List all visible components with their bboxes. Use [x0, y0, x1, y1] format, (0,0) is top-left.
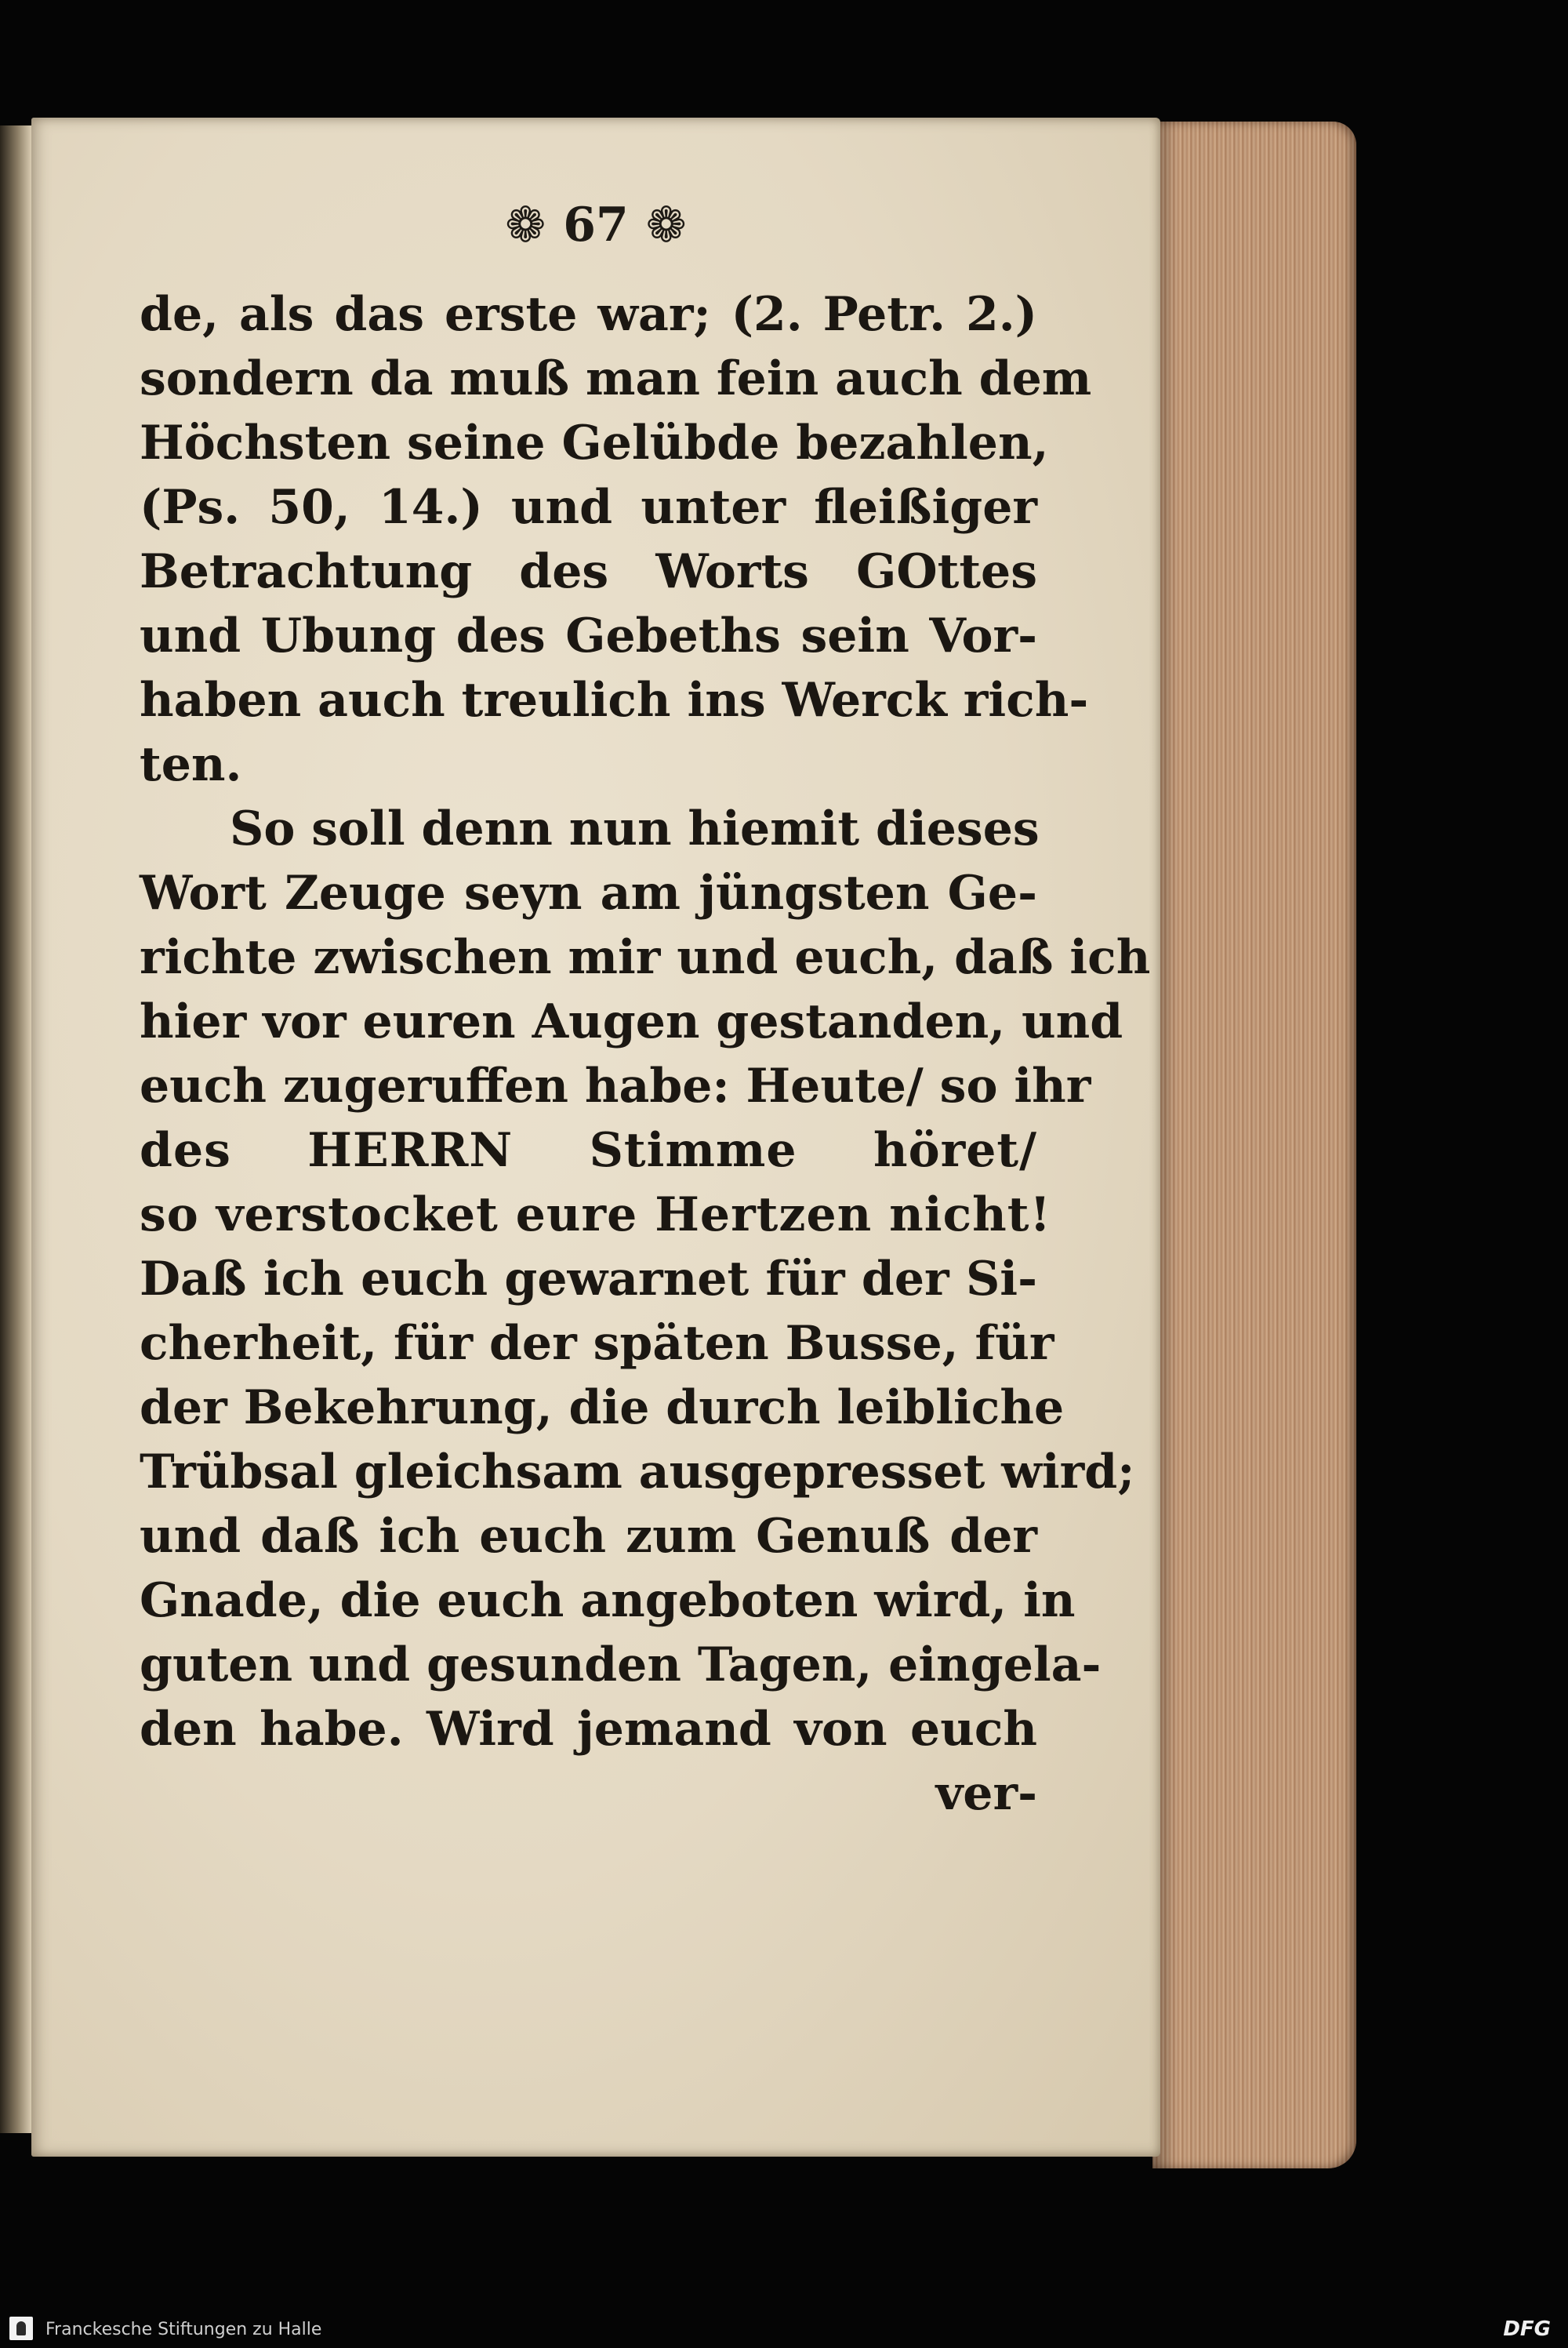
text-line: Gnade, die euch angeboten wird, in — [140, 1573, 1076, 1628]
page-number: 67 — [563, 198, 629, 253]
text-line: de, als das erste war; (2. Petr. 2.) — [140, 287, 1037, 342]
viewer-footer — [0, 2309, 1568, 2348]
flower-ornament-left-icon: ❁ — [505, 196, 546, 253]
text-line: und daß ich euch zum Genuß der — [140, 1509, 1037, 1564]
text-line: hier vor euren Augen gestanden, und — [140, 994, 1123, 1049]
institution-logo-icon — [9, 2317, 33, 2340]
text-line: Höchsten seine Gelübde bezahlen, — [140, 416, 1049, 471]
text-line: Betrachtung des Worts GOttes — [140, 544, 1037, 599]
text-line: guten und gesunden Tagen, eingela- — [140, 1637, 1102, 1692]
text-line: der Bekehrung, die durch leibliche — [140, 1380, 1065, 1435]
dfg-logo: DFG — [1503, 2317, 1551, 2341]
text-line: und Ubung des Gebeths sein Vor- — [140, 609, 1037, 663]
text-line: Daß ich euch gewarnet für der Si- — [140, 1252, 1037, 1307]
emphasized-line: so verstocket eure Hertzen nicht! — [140, 1187, 1051, 1242]
emphasized-line: des HERRN Stimme höret/ — [140, 1123, 1037, 1178]
text-line: cherheit, für der späten Busse, für — [140, 1316, 1054, 1371]
text-line: haben auch treulich ins Werck rich- — [140, 673, 1089, 728]
page-fore-edge — [1152, 122, 1356, 2168]
running-header — [466, 198, 725, 253]
text-line: den habe. Wird jemand von euch — [140, 1702, 1037, 1757]
institution-name: Franckesche Stiftungen zu Halle — [45, 2320, 322, 2339]
text-line: Trübsal gleichsam ausgepresset wird; — [140, 1445, 1135, 1499]
text-line: richte zwischen mir und euch, daß ich — [140, 930, 1151, 985]
left-page-edge — [0, 125, 31, 2133]
text-line: ten. — [140, 737, 242, 792]
body-text — [140, 282, 1151, 1826]
text-line: euch zugeruffen habe: Heute/ so ihr — [140, 1059, 1091, 1114]
text-line: (Ps. 50, 14.) und unter fleißiger — [140, 480, 1037, 535]
paragraph-start-line: So soll denn nun hiemit dieses — [230, 801, 1040, 856]
text-line: Wort Zeuge seyn am jüngsten Ge- — [140, 866, 1037, 921]
catchword: ver- — [935, 1766, 1037, 1821]
text-line: sondern da muß man fein auch dem — [140, 351, 1092, 406]
flower-ornament-right-icon: ❁ — [645, 196, 687, 253]
